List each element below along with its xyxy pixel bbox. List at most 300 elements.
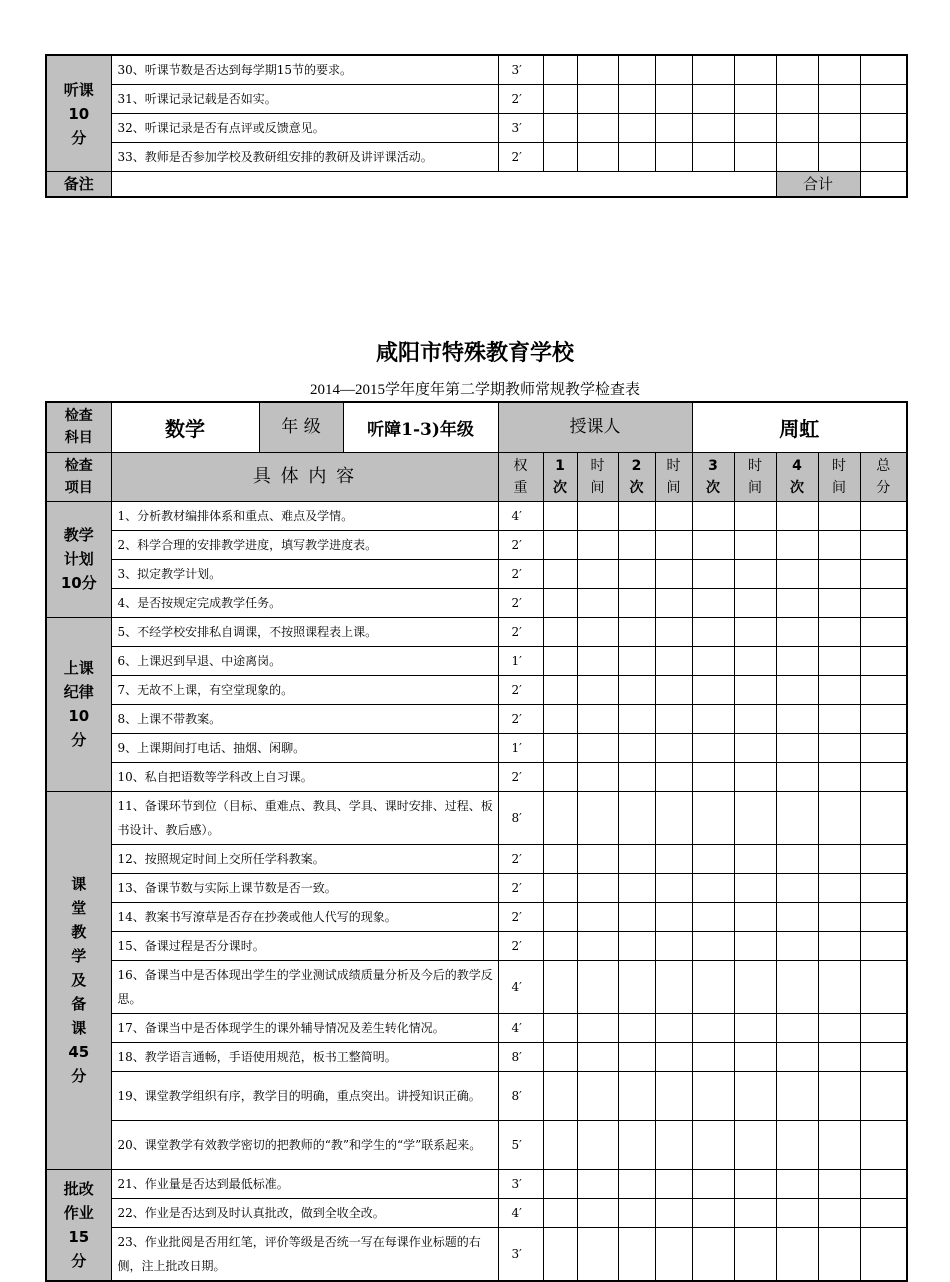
score-cell[interactable] xyxy=(818,1071,860,1120)
score-cell[interactable] xyxy=(655,960,692,1013)
score-cell[interactable] xyxy=(818,1169,860,1198)
score-cell[interactable] xyxy=(818,646,860,675)
score-cell[interactable] xyxy=(860,143,907,172)
score-cell[interactable] xyxy=(734,501,776,530)
score-cell[interactable] xyxy=(818,791,860,844)
score-cell[interactable] xyxy=(543,501,577,530)
score-cell[interactable] xyxy=(734,704,776,733)
score-cell[interactable] xyxy=(655,873,692,902)
score-cell[interactable] xyxy=(860,646,907,675)
score-cell[interactable] xyxy=(655,501,692,530)
score-cell[interactable] xyxy=(776,844,818,873)
score-cell[interactable] xyxy=(818,1120,860,1169)
score-cell[interactable] xyxy=(776,617,818,646)
score-cell[interactable] xyxy=(692,791,734,844)
score-cell[interactable] xyxy=(860,902,907,931)
score-cell[interactable] xyxy=(577,1071,618,1120)
table-row xyxy=(46,588,907,617)
item-weight: 5′ xyxy=(498,1120,543,1169)
remarks-row xyxy=(46,172,907,198)
table-row xyxy=(46,1071,907,1120)
score-cell[interactable] xyxy=(655,588,692,617)
score-cell[interactable] xyxy=(577,85,618,114)
score-cell[interactable] xyxy=(818,85,860,114)
column-header: 权 重 xyxy=(498,452,543,501)
column-header: 3 次 xyxy=(692,452,734,501)
score-cell[interactable] xyxy=(577,501,618,530)
score-cell[interactable] xyxy=(618,733,655,762)
score-cell[interactable] xyxy=(692,873,734,902)
score-cell[interactable] xyxy=(692,844,734,873)
score-cell[interactable] xyxy=(543,1013,577,1042)
score-cell[interactable] xyxy=(655,1042,692,1071)
item-text: 1、分析教材编排体系和重点、难点及学情。 xyxy=(111,501,498,530)
score-cell[interactable] xyxy=(618,1227,655,1281)
score-cell[interactable] xyxy=(543,704,577,733)
score-cell[interactable] xyxy=(734,873,776,902)
score-cell[interactable] xyxy=(618,85,655,114)
form-title: 2014—2015学年度年第二学期教师常规教学检查表 xyxy=(309,382,640,398)
score-cell[interactable] xyxy=(618,1120,655,1169)
score-cell[interactable] xyxy=(692,559,734,588)
score-cell[interactable] xyxy=(692,902,734,931)
score-cell[interactable] xyxy=(577,646,618,675)
score-cell[interactable] xyxy=(818,902,860,931)
score-cell[interactable] xyxy=(692,733,734,762)
score-cell[interactable] xyxy=(818,559,860,588)
score-cell[interactable] xyxy=(860,588,907,617)
score-cell[interactable] xyxy=(818,733,860,762)
score-cell[interactable] xyxy=(734,55,776,85)
score-cell[interactable] xyxy=(776,646,818,675)
score-cell[interactable] xyxy=(577,559,618,588)
score-cell[interactable] xyxy=(734,733,776,762)
score-cell[interactable] xyxy=(618,1169,655,1198)
table-row xyxy=(46,559,907,588)
item-weight: 2′ xyxy=(498,704,543,733)
score-cell[interactable] xyxy=(655,646,692,675)
column-header: 时 间 xyxy=(818,452,860,501)
subject-label: 检查 科目 xyxy=(46,402,111,452)
score-cell[interactable] xyxy=(692,1042,734,1071)
score-cell[interactable] xyxy=(543,791,577,844)
score-cell[interactable] xyxy=(734,1120,776,1169)
table-row xyxy=(46,646,907,675)
item-text: 15、备课过程是否分课时。 xyxy=(111,931,498,960)
score-cell[interactable] xyxy=(860,559,907,588)
score-cell[interactable] xyxy=(618,55,655,85)
score-cell[interactable] xyxy=(734,559,776,588)
score-cell[interactable] xyxy=(543,85,577,114)
table-row xyxy=(46,704,907,733)
column-header-row xyxy=(46,452,907,501)
score-cell[interactable] xyxy=(692,675,734,704)
score-cell[interactable] xyxy=(577,873,618,902)
score-cell[interactable] xyxy=(655,704,692,733)
score-cell[interactable] xyxy=(655,55,692,85)
score-cell[interactable] xyxy=(692,85,734,114)
score-cell[interactable] xyxy=(577,733,618,762)
score-cell[interactable] xyxy=(543,143,577,172)
score-cell[interactable] xyxy=(776,1071,818,1120)
score-cell[interactable] xyxy=(577,1120,618,1169)
score-cell[interactable] xyxy=(543,55,577,85)
score-cell[interactable] xyxy=(776,1042,818,1071)
item-text: 33、教师是否参加学校及教研组安排的教研及讲评课活动。 xyxy=(111,143,498,172)
score-cell[interactable] xyxy=(577,675,618,704)
score-cell[interactable] xyxy=(618,704,655,733)
score-cell[interactable] xyxy=(577,791,618,844)
score-cell[interactable] xyxy=(860,704,907,733)
score-cell[interactable] xyxy=(618,1198,655,1227)
score-cell[interactable] xyxy=(860,733,907,762)
score-cell[interactable] xyxy=(860,1120,907,1169)
remarks-cell[interactable] xyxy=(111,172,776,198)
table-row xyxy=(46,1169,907,1198)
score-cell[interactable] xyxy=(577,1169,618,1198)
score-cell[interactable] xyxy=(618,114,655,143)
score-cell[interactable] xyxy=(860,762,907,791)
score-cell[interactable] xyxy=(860,617,907,646)
column-header: 时 间 xyxy=(577,452,618,501)
score-cell[interactable] xyxy=(818,1198,860,1227)
score-cell[interactable] xyxy=(618,530,655,559)
score-cell[interactable] xyxy=(776,873,818,902)
score-cell[interactable] xyxy=(818,675,860,704)
item-weight: 4′ xyxy=(498,1198,543,1227)
score-cell[interactable] xyxy=(618,960,655,1013)
score-cell[interactable] xyxy=(655,1198,692,1227)
score-cell[interactable] xyxy=(776,559,818,588)
score-cell[interactable] xyxy=(655,902,692,931)
score-cell[interactable] xyxy=(776,931,818,960)
score-cell[interactable] xyxy=(734,931,776,960)
score-cell[interactable] xyxy=(692,1169,734,1198)
score-cell[interactable] xyxy=(734,1042,776,1071)
score-cell[interactable] xyxy=(818,1042,860,1071)
table-row xyxy=(46,530,907,559)
table-row xyxy=(46,733,907,762)
score-cell[interactable] xyxy=(618,791,655,844)
score-cell[interactable] xyxy=(543,559,577,588)
table-row xyxy=(46,85,907,114)
score-cell[interactable] xyxy=(776,1120,818,1169)
item-text: 22、作业是否达到及时认真批改，做到全收全改。 xyxy=(111,1198,498,1227)
score-cell[interactable] xyxy=(860,55,907,85)
score-cell[interactable] xyxy=(818,588,860,617)
column-header: 1 次 xyxy=(543,452,577,501)
score-cell[interactable] xyxy=(692,55,734,85)
score-cell[interactable] xyxy=(618,646,655,675)
item-weight: 1′ xyxy=(498,733,543,762)
score-cell[interactable] xyxy=(692,114,734,143)
item-weight: 2′ xyxy=(498,85,543,114)
score-cell[interactable] xyxy=(776,675,818,704)
score-cell[interactable] xyxy=(818,617,860,646)
column-header: 4 次 xyxy=(776,452,818,501)
score-cell[interactable] xyxy=(577,844,618,873)
score-cell[interactable] xyxy=(818,960,860,1013)
score-cell[interactable] xyxy=(734,902,776,931)
score-cell[interactable] xyxy=(543,114,577,143)
total-label: 合计 xyxy=(776,172,860,198)
score-cell[interactable] xyxy=(734,1198,776,1227)
item-weight: 3′ xyxy=(498,1169,543,1198)
score-cell[interactable] xyxy=(543,588,577,617)
score-cell[interactable] xyxy=(818,530,860,559)
score-cell[interactable] xyxy=(618,931,655,960)
score-cell[interactable] xyxy=(734,1013,776,1042)
column-header: 时 间 xyxy=(655,452,692,501)
score-cell[interactable] xyxy=(776,1227,818,1281)
score-cell[interactable] xyxy=(543,1042,577,1071)
item-text: 20、课堂教学有效教学密切的把教师的“教”和学生的“学”联系起来。 xyxy=(111,1120,498,1169)
score-cell[interactable] xyxy=(776,85,818,114)
score-cell[interactable] xyxy=(543,646,577,675)
score-cell[interactable] xyxy=(577,617,618,646)
category-cell: 教学 计划 10分 xyxy=(46,501,111,617)
score-cell[interactable] xyxy=(577,704,618,733)
score-cell[interactable] xyxy=(734,85,776,114)
score-cell[interactable] xyxy=(655,1071,692,1120)
item-text: 9、上课期间打电话、抽烟、闲聊。 xyxy=(111,733,498,762)
score-cell[interactable] xyxy=(692,530,734,559)
item-text: 14、教案书写潦草是否存在抄袭或他人代写的现象。 xyxy=(111,902,498,931)
score-cell[interactable] xyxy=(618,588,655,617)
score-cell[interactable] xyxy=(655,114,692,143)
category-cell: 上课 纪律 10 分 xyxy=(46,617,111,791)
score-cell[interactable] xyxy=(618,762,655,791)
score-cell[interactable] xyxy=(692,931,734,960)
score-cell[interactable] xyxy=(818,114,860,143)
score-cell[interactable] xyxy=(618,675,655,704)
score-cell[interactable] xyxy=(734,675,776,704)
score-cell[interactable] xyxy=(655,931,692,960)
score-cell[interactable] xyxy=(734,646,776,675)
table-row xyxy=(46,1120,907,1169)
score-cell[interactable] xyxy=(734,1169,776,1198)
table-row xyxy=(46,791,907,844)
score-cell[interactable] xyxy=(655,617,692,646)
score-cell[interactable] xyxy=(860,85,907,114)
score-cell[interactable] xyxy=(618,501,655,530)
score-cell[interactable] xyxy=(655,844,692,873)
score-cell[interactable] xyxy=(734,960,776,1013)
score-cell[interactable] xyxy=(776,902,818,931)
score-cell[interactable] xyxy=(618,1071,655,1120)
score-cell[interactable] xyxy=(692,762,734,791)
score-cell[interactable] xyxy=(734,588,776,617)
score-cell[interactable] xyxy=(734,1071,776,1120)
score-cell[interactable] xyxy=(734,762,776,791)
score-cell[interactable] xyxy=(577,55,618,85)
score-cell[interactable] xyxy=(692,617,734,646)
column-header: 总 分 xyxy=(860,452,907,501)
score-cell[interactable] xyxy=(860,1198,907,1227)
score-cell[interactable] xyxy=(818,931,860,960)
score-cell[interactable] xyxy=(776,1013,818,1042)
score-cell[interactable] xyxy=(577,1042,618,1071)
score-cell[interactable] xyxy=(776,501,818,530)
score-cell[interactable] xyxy=(734,143,776,172)
score-cell[interactable] xyxy=(543,762,577,791)
score-cell[interactable] xyxy=(860,114,907,143)
score-cell[interactable] xyxy=(734,791,776,844)
item-weight: 8′ xyxy=(498,1042,543,1071)
score-cell[interactable] xyxy=(734,1227,776,1281)
score-cell[interactable] xyxy=(860,1169,907,1198)
score-cell[interactable] xyxy=(860,873,907,902)
score-cell[interactable] xyxy=(692,1198,734,1227)
score-cell[interactable] xyxy=(577,530,618,559)
item-text: 17、备课当中是否体现学生的课外辅导情况及差生转化情况。 xyxy=(111,1013,498,1042)
score-cell[interactable] xyxy=(618,143,655,172)
score-cell[interactable] xyxy=(543,1227,577,1281)
score-cell[interactable] xyxy=(577,143,618,172)
score-cell[interactable] xyxy=(818,704,860,733)
score-cell[interactable] xyxy=(692,1120,734,1169)
score-cell[interactable] xyxy=(543,530,577,559)
score-cell[interactable] xyxy=(543,844,577,873)
score-cell[interactable] xyxy=(543,1169,577,1198)
score-cell[interactable] xyxy=(655,143,692,172)
item-text: 32、听课记录是否有点评或反馈意见。 xyxy=(111,114,498,143)
score-cell[interactable] xyxy=(818,844,860,873)
score-cell[interactable] xyxy=(577,1198,618,1227)
score-cell[interactable] xyxy=(818,873,860,902)
score-cell[interactable] xyxy=(776,114,818,143)
score-cell[interactable] xyxy=(776,733,818,762)
score-cell[interactable] xyxy=(655,1013,692,1042)
score-cell[interactable] xyxy=(776,704,818,733)
score-cell[interactable] xyxy=(655,733,692,762)
score-cell[interactable] xyxy=(655,1227,692,1281)
item-weight: 2′ xyxy=(498,617,543,646)
score-cell[interactable] xyxy=(577,902,618,931)
score-cell[interactable] xyxy=(776,1169,818,1198)
score-cell[interactable] xyxy=(543,1198,577,1227)
score-cell[interactable] xyxy=(776,143,818,172)
score-cell[interactable] xyxy=(818,55,860,85)
score-cell[interactable] xyxy=(692,1013,734,1042)
item-text: 3、拟定教学计划。 xyxy=(111,559,498,588)
score-cell[interactable] xyxy=(860,1227,907,1281)
score-cell[interactable] xyxy=(692,960,734,1013)
score-cell[interactable] xyxy=(818,762,860,791)
score-cell[interactable] xyxy=(860,960,907,1013)
subject-row xyxy=(46,402,907,452)
score-cell[interactable] xyxy=(860,1071,907,1120)
score-cell[interactable] xyxy=(692,1227,734,1281)
score-cell[interactable] xyxy=(655,559,692,588)
score-cell[interactable] xyxy=(543,675,577,704)
score-cell[interactable] xyxy=(618,873,655,902)
score-cell[interactable] xyxy=(655,675,692,704)
item-text: 18、教学语言通畅，手语使用规范，板书工整简明。 xyxy=(111,1042,498,1071)
score-cell[interactable] xyxy=(692,1071,734,1120)
score-cell[interactable] xyxy=(776,791,818,844)
score-cell[interactable] xyxy=(655,791,692,844)
score-cell[interactable] xyxy=(860,931,907,960)
score-cell[interactable] xyxy=(776,762,818,791)
score-cell[interactable] xyxy=(776,55,818,85)
score-cell[interactable] xyxy=(543,733,577,762)
score-cell[interactable] xyxy=(655,1120,692,1169)
score-cell[interactable] xyxy=(734,114,776,143)
score-cell[interactable] xyxy=(860,530,907,559)
score-cell[interactable] xyxy=(577,931,618,960)
score-cell[interactable] xyxy=(618,902,655,931)
score-cell[interactable] xyxy=(818,1227,860,1281)
score-cell[interactable] xyxy=(692,588,734,617)
score-cell[interactable] xyxy=(618,617,655,646)
score-cell[interactable] xyxy=(818,1013,860,1042)
score-cell[interactable] xyxy=(818,501,860,530)
score-cell[interactable] xyxy=(577,960,618,1013)
score-cell[interactable] xyxy=(655,85,692,114)
score-cell[interactable] xyxy=(543,617,577,646)
item-text: 13、备课节数与实际上课节数是否一致。 xyxy=(111,873,498,902)
score-cell[interactable] xyxy=(860,1013,907,1042)
score-cell[interactable] xyxy=(655,1169,692,1198)
score-cell[interactable] xyxy=(692,704,734,733)
score-cell[interactable] xyxy=(577,588,618,617)
score-cell[interactable] xyxy=(655,530,692,559)
score-cell[interactable] xyxy=(692,143,734,172)
item-text: 7、无故不上课，有空堂现象的。 xyxy=(111,675,498,704)
score-cell[interactable] xyxy=(860,1042,907,1071)
score-cell[interactable] xyxy=(543,931,577,960)
score-cell[interactable] xyxy=(860,844,907,873)
score-cell[interactable] xyxy=(543,873,577,902)
score-cell[interactable] xyxy=(734,617,776,646)
score-cell[interactable] xyxy=(543,1120,577,1169)
score-cell[interactable] xyxy=(618,844,655,873)
score-cell[interactable] xyxy=(543,902,577,931)
score-cell[interactable] xyxy=(734,530,776,559)
score-cell[interactable] xyxy=(618,1042,655,1071)
table-row xyxy=(46,617,907,646)
score-cell[interactable] xyxy=(577,1013,618,1042)
score-cell[interactable] xyxy=(543,960,577,1013)
item-text: 16、备课当中是否体现出学生的学业测试成绩质量分析及今后的教学反思。 xyxy=(111,960,498,1013)
score-cell[interactable] xyxy=(543,1071,577,1120)
score-cell[interactable] xyxy=(734,844,776,873)
item-weight: 4′ xyxy=(498,960,543,1013)
score-cell[interactable] xyxy=(577,114,618,143)
score-cell[interactable] xyxy=(860,791,907,844)
score-cell[interactable] xyxy=(692,646,734,675)
item-weight: 2′ xyxy=(498,873,543,902)
score-cell[interactable] xyxy=(860,675,907,704)
score-cell[interactable] xyxy=(776,960,818,1013)
item-weight: 2′ xyxy=(498,931,543,960)
score-cell[interactable] xyxy=(618,559,655,588)
score-cell[interactable] xyxy=(818,143,860,172)
score-cell[interactable] xyxy=(860,501,907,530)
total-cell[interactable] xyxy=(860,172,907,198)
score-cell[interactable] xyxy=(618,1013,655,1042)
score-cell[interactable] xyxy=(577,762,618,791)
score-cell[interactable] xyxy=(776,588,818,617)
score-cell[interactable] xyxy=(776,530,818,559)
score-cell[interactable] xyxy=(692,501,734,530)
item-text: 10、私自把语数等学科改上自习课。 xyxy=(111,762,498,791)
score-cell[interactable] xyxy=(776,1198,818,1227)
item-weight: 8′ xyxy=(498,1071,543,1120)
score-cell[interactable] xyxy=(655,762,692,791)
score-cell[interactable] xyxy=(577,1227,618,1281)
